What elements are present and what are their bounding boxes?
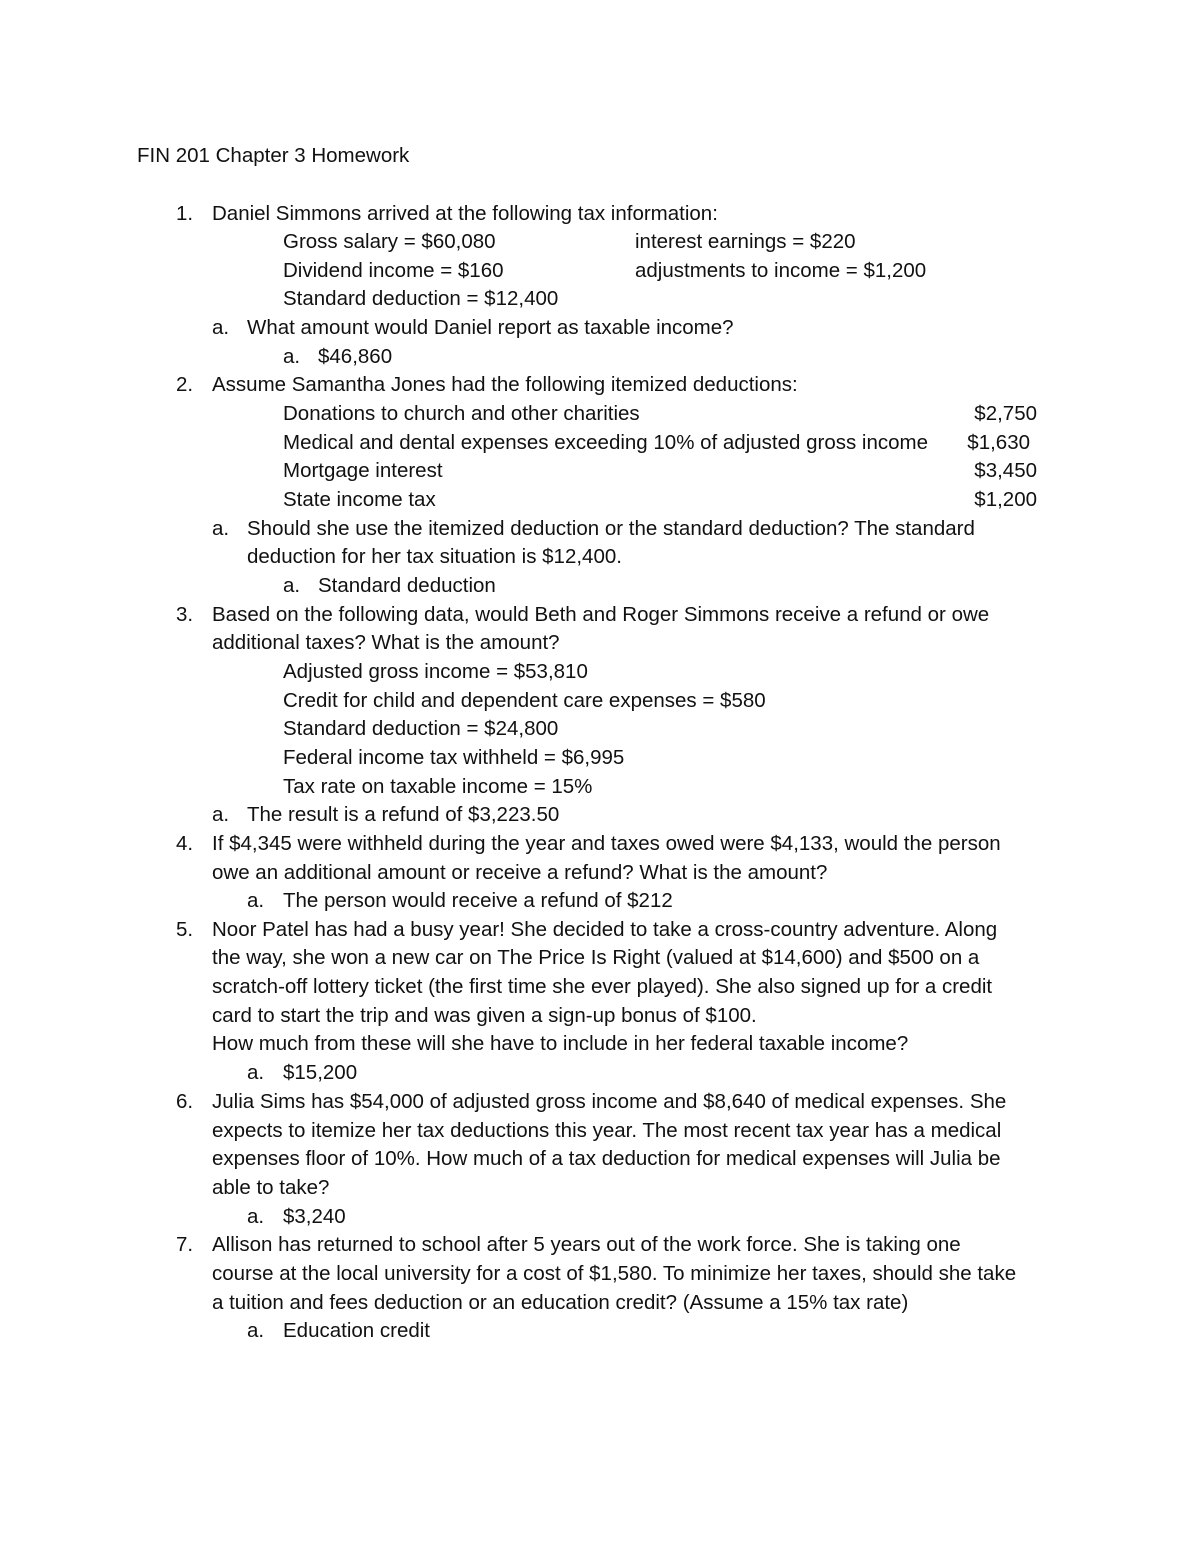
q1-gross-salary: Gross salary = $60,080 <box>283 230 496 253</box>
question-3-text-line-1: Based on the following data, would Beth and Roger Simmons receive a refund or owe <box>212 603 990 626</box>
question-5-text-line: Noor Patel has had a busy year! She decided to take a cross-country adventure. Along <box>212 918 998 941</box>
document-title: FIN 201 Chapter 3 Homework <box>137 144 410 167</box>
question-2-number: 2. <box>176 373 194 396</box>
q6-answer-label: a. <box>247 1205 265 1228</box>
question-5-text-line: scratch-off lottery ticket (the first time she ever played). She also signed up for a credit <box>212 975 993 998</box>
q2-item-label: Medical and dental expenses exceeding 10% of adjusted gross income <box>283 431 929 454</box>
q3-answer: The result is a refund of $3,223.50 <box>247 803 560 826</box>
question-4-text-line-2: owe an additional amount or receive a refund? What is the amount? <box>212 861 828 884</box>
q2-sub-label: a. <box>212 517 230 540</box>
question-3-number: 3. <box>176 603 194 626</box>
q2-answer: Standard deduction <box>318 574 496 597</box>
q6-answer: $3,240 <box>283 1205 346 1228</box>
question-6-number: 6. <box>176 1090 194 1113</box>
q1-interest-earnings: interest earnings = $220 <box>635 230 856 253</box>
q2-sub-question-line-2: deduction for her tax situation is $12,400. <box>247 545 622 568</box>
q3-data-item: Standard deduction = $24,800 <box>283 717 559 740</box>
q1-answer: $46,860 <box>318 345 393 368</box>
question-3-text-line-2: additional taxes? What is the amount? <box>212 631 560 654</box>
q3-data-item: Adjusted gross income = $53,810 <box>283 660 588 683</box>
question-1-text: Daniel Simmons arrived at the following tax information: <box>212 202 718 225</box>
question-6-text-line: able to take? <box>212 1176 330 1199</box>
q4-answer: The person would receive a refund of $212 <box>283 889 673 912</box>
question-6-text-line: expects to itemize her tax deductions this year. The most recent tax year has a medical <box>212 1119 1002 1142</box>
q2-item-value: $1,630 <box>967 431 1030 454</box>
question-7-text-line: a tuition and fees deduction or an education credit? (Assume a 15% tax rate) <box>212 1291 909 1314</box>
question-7-text-line: Allison has returned to school after 5 years out of the work force. She is taking one <box>212 1233 961 1256</box>
q1-dividend-income: Dividend income = $160 <box>283 259 504 282</box>
q3-data-item: Tax rate on taxable income = 15% <box>283 775 593 798</box>
q2-item-label: Donations to church and other charities <box>283 402 640 425</box>
question-5-number: 5. <box>176 918 194 941</box>
question-5-text-line: How much from these will she have to include in her federal taxable income? <box>212 1032 909 1055</box>
q4-answer-label: a. <box>247 889 265 912</box>
q3-answer-label: a. <box>212 803 230 826</box>
q1-answer-label: a. <box>283 345 301 368</box>
question-6-text-line: Julia Sims has $54,000 of adjusted gross income and $8,640 of medical expenses. She <box>212 1090 1007 1113</box>
q2-item-label: State income tax <box>283 488 436 511</box>
q2-item-label: Mortgage interest <box>283 459 443 482</box>
q5-answer-label: a. <box>247 1061 265 1084</box>
question-7-text-line: course at the local university for a cost of $1,580. To minimize her taxes, should she take <box>212 1262 1017 1285</box>
q2-item-value: $3,450 <box>974 459 1037 482</box>
q2-item-value: $2,750 <box>974 402 1037 425</box>
q1-sub-label: a. <box>212 316 230 339</box>
q1-sub-question: What amount would Daniel report as taxable income? <box>247 316 734 339</box>
q7-answer: Education credit <box>283 1319 431 1342</box>
q1-adjustments: adjustments to income = $1,200 <box>635 259 927 282</box>
question-1-number: 1. <box>176 202 194 225</box>
q5-answer: $15,200 <box>283 1061 358 1084</box>
q2-answer-label: a. <box>283 574 301 597</box>
q3-data-item: Federal income tax withheld = $6,995 <box>283 746 625 769</box>
question-2-text: Assume Samantha Jones had the following itemized deductions: <box>212 373 798 396</box>
question-5-text-line: card to start the trip and was given a sign-up bonus of $100. <box>212 1004 757 1027</box>
question-6-text-line: expenses floor of 10%. How much of a tax deduction for medical expenses will Julia be <box>212 1147 1001 1170</box>
q2-sub-question-line-1: Should she use the itemized deduction or the standard deduction? The standard <box>247 517 975 540</box>
q7-answer-label: a. <box>247 1319 265 1342</box>
q2-item-value: $1,200 <box>974 488 1037 511</box>
q3-data-item: Credit for child and dependent care expenses = $580 <box>283 689 766 712</box>
question-5-text-line: the way, she won a new car on The Price Is Right (valued at $14,600) and $500 on a <box>212 946 980 969</box>
question-4-text-line-1: If $4,345 were withheld during the year and taxes owed were $4,133, would the person <box>212 832 1001 855</box>
q1-standard-deduction: Standard deduction = $12,400 <box>283 287 559 310</box>
question-4-number: 4. <box>176 832 194 855</box>
question-7-number: 7. <box>176 1233 194 1256</box>
